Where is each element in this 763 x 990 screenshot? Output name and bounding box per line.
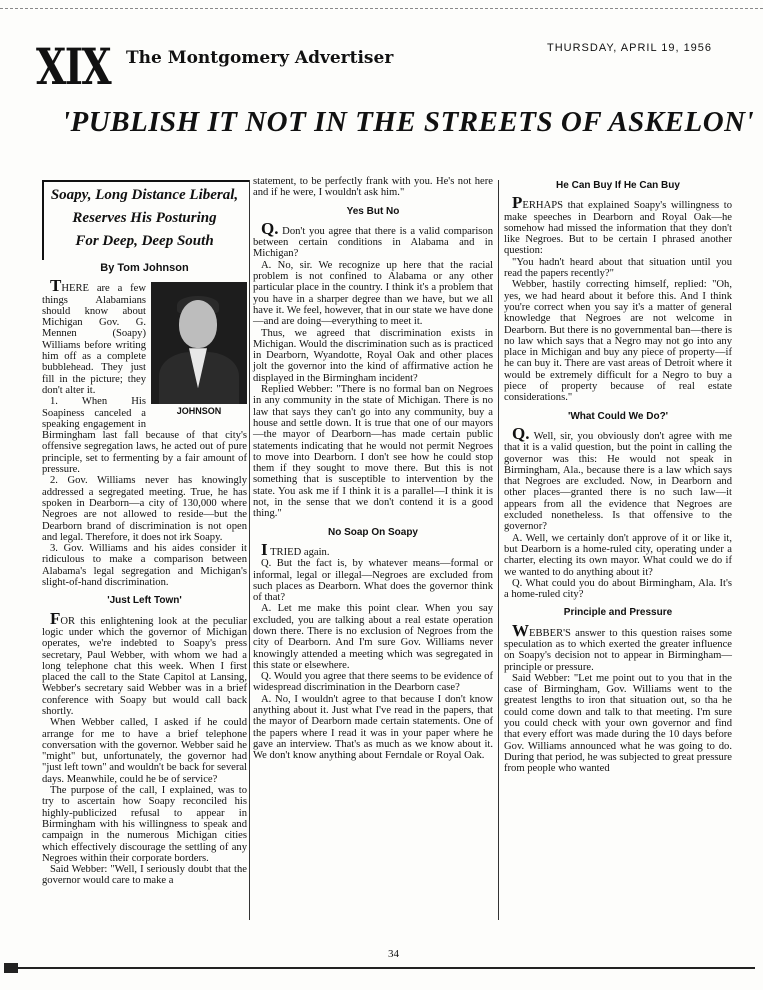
paragraph: 3. Gov. Williams and his aides consider it ridiculous to make a comparison between Alabama's legal segregation and Michigan's slight-of-hand discrimination. <box>42 543 247 589</box>
paragraph: FOR this enlightening look at the peculiar logic under which the governor of Michigan operates, we're indebted to Soapy's press secretary, Paul Webber, with whom we had a long telephone chat this week. When I first placed the call to the State Capitol at Lansing, Webber's secretary said Webber was in a brief conference with Soapy but would call back shortly. <box>42 608 247 717</box>
paragraph: PERHAPS that explained Soapy's willingness to make speeches in Dearborn and Royal Oak—he somehow had missed the information that they don't like Negroes. But to be certain I phrased another question: <box>504 193 732 257</box>
paragraph: 1. When His Soapiness canceled a speaking engagement in Birmingham last fall because of that city's offensive segregation laws, he acted out of pure principle, set to fermenting by a fair amount of pressure. <box>42 396 247 476</box>
paragraph: Q. But the fact is, by whatever means—formal or informal, legal or illegal—Negroes are excluded from such places as Dearborn. What does the governor think of that? <box>253 558 493 604</box>
paragraph: Webber, hastily correcting himself, replied: "Oh, yes, we had heard about it before this. And I think you're correct when you say it's a matter of general knowledge that Negroes are not welcome in Dearborn. But there is no governmental ban—there is no law which says that a Negro may not go into any place in Michigan and buy any piece of property—if he can buy it. There are vast areas of Detroit where it would be extremely difficult for a Negro to buy a piece of property because of real estate considerations." <box>504 279 732 404</box>
subhead: No Soap On Soapy <box>327 526 418 538</box>
subhead: Principle and Pressure <box>563 607 673 619</box>
column-2 <box>253 176 493 762</box>
byline: By Tom Johnson <box>100 262 189 274</box>
lead-title-line-1: Soapy, Long Distance Liberal, <box>50 187 239 203</box>
column-3 <box>504 176 732 775</box>
author-photo <box>151 282 247 417</box>
subhead: He Can Buy If He Can Buy <box>556 180 680 191</box>
photo-caption: JOHNSON <box>176 406 222 417</box>
paragraph: A. Let me make this point clear. When you say excluded, you are talking about a real estate operation down there. There is no exclusion of Negroes from the city of Dearborn. And I'm sure Gov. Williams never knowingly attended a meeting which was segregated in this state or elsewhere. <box>253 603 493 671</box>
paragraph: A. Well, we certainly don't approve of it or like it, but Dearborn is a home-ruled city, operating under a charter, electing its own mayor. What could we do if we wanted to do anything about it? <box>504 532 732 578</box>
top-edge-dots <box>0 8 763 9</box>
subhead: 'Just Left Town' <box>107 595 182 607</box>
subhead: 'What Could We Do?' <box>567 410 669 422</box>
lead-title-line-2: Reserves His Posturing <box>72 210 217 226</box>
paragraph: I TRIED again. <box>261 539 330 559</box>
subhead: Yes But No <box>346 205 400 217</box>
page-headline: 'PUBLISH IT NOT IN THE STREETS OF ASKELON' <box>62 106 755 138</box>
paragraph: Thus, we agreed that discrimination exists in Michigan. Would the discrimination such as is practiced in Dearborn, Wyandotte, Royal Oak and other places jolt the governor into the kind of affirmative action he displayed in the Birmingham incident? <box>253 327 493 384</box>
masthead: The Montgomery Advertiser <box>126 48 394 68</box>
paragraph: When Webber called, I asked if he could arrange for me to have a brief telephone conversation with the governor. Webber said he "might" but, unfortunately, the governor had "just left town" and wouldn't be back for several days. Meanwhile, could he be of service? <box>42 717 247 785</box>
lead-title-line-3: For Deep, Deep South <box>75 233 214 249</box>
portrait-image <box>151 282 247 404</box>
paragraph: Said Webber: "Let me point out to you that in the case of Birmingham, Gov. Williams went to the greatest lengths to iron that situation out, so tha he could come down and talk to that meeting. I'm sure you could check with your own governor and find that every effort was made during the 10 days before Gov. Williams announced what he was going to do. During that period, he was subjected to great pressure from people who wanted <box>504 672 732 775</box>
chapter-numeral: XIX <box>36 37 111 96</box>
paragraph: THERE are a few things Alabamians should know about Michigan Gov. G. Mennen (Soapy) Williams before writing him off as a complete bubblehead. They just fill in the picture; they don't alter it. <box>42 276 146 396</box>
paragraph: Replied Webber: "There is no formal ban on Negroes in any community in the state of Michigan. There is no law that says they can't go into any community, buy a house and settle down. It is true that one of our mayors—the mayor of Dearborn—has made certain public statements indicating that he would not permit Negroes to move into Dearborn. I don't see how he could stop them if they sought to move there. But this is not something that is susceptible to intervention by the state. You ask me if I think it is a parallel—I think it is not, in the sense that we don't contend it is a good thing." <box>253 384 493 520</box>
paragraph: The purpose of the call, I explained, was to try to ascertain how Soapy reconciled his highly-publicized refusal to appear in Birmingham with his willingness to speak and campaign in the numerous Michigan cities which effectively discourage the settling of any Negroes within their corporate borders. <box>42 785 247 864</box>
dateline: THURSDAY, APRIL 19, 1956 <box>547 42 713 54</box>
bottom-rule <box>10 967 755 969</box>
paragraph: statement, to be perfectly frank with you. He's not here and if he were, I wouldn't ask him." <box>253 176 493 199</box>
paragraph: A. No, sir. We recognize up here that the racial problem is not confined to Alabama or any other particular place in the country. I think it's a problem that you have in a sharper degree than we have, but we all have it. We feel, however, that in our state we have done—and are doing—everything to meet it. <box>253 259 493 328</box>
paragraph: Q. Well, sir, you obviously don't agree with me that it is a valid question, but the point in calling the governor was this: He would not speak in Birmingham, Ala., because there is a law which says that Negroes are excluded. Now, in Dearborn and other places—granted there is no such law—it appears from all the evidence that Negroes are excluded nonetheless. Is that offensive to the governor? <box>504 423 732 533</box>
page-number: 34 <box>388 948 399 960</box>
column-divider-1 <box>249 180 250 920</box>
column-1 <box>42 176 247 887</box>
paragraph: Q. What could you do about Birmingham, Ala. It's a home-ruled city? <box>504 577 732 601</box>
paragraph: Said Webber: "Well, I seriously doubt that the governor would care to make a <box>42 864 247 887</box>
paragraph: 2. Gov. Williams never has knowingly addressed a segregated meeting. True, he has spoken in Dearborn—a city of 130,000 where Negroes are not allowed to reside—but the Dearborn brand of discrimination is not open and legal. Therefore, it does not irk Soapy. <box>42 475 247 543</box>
paragraph: Q. Don't you agree that there is a valid comparison between certain conditions in Alabama and in Michigan? <box>253 218 493 260</box>
paragraph: "You hadn't heard about that situation until you read the papers recently?" <box>504 256 732 280</box>
paragraph: WEBBER'S answer to this question raises some speculation as to which exerted the greater influence on Soapy's decision not to appear in Birmingham—principle or pressure. <box>504 620 732 673</box>
paragraph: Q. Would you agree that there seems to be evidence of widespread discrimination in the Dearborn case? <box>253 671 493 694</box>
paragraph: A. No, I wouldn't agree to that because I don't know anything about it. Just what I've read in the papers, that the mayor of Dearborn made certain statements. One of the papers where I read it was in your paper where he gave an interview. That's as much as we know about it. We don't know anything about Ferndale or Royal Oak. <box>253 693 493 762</box>
column-divider-2 <box>498 180 499 920</box>
